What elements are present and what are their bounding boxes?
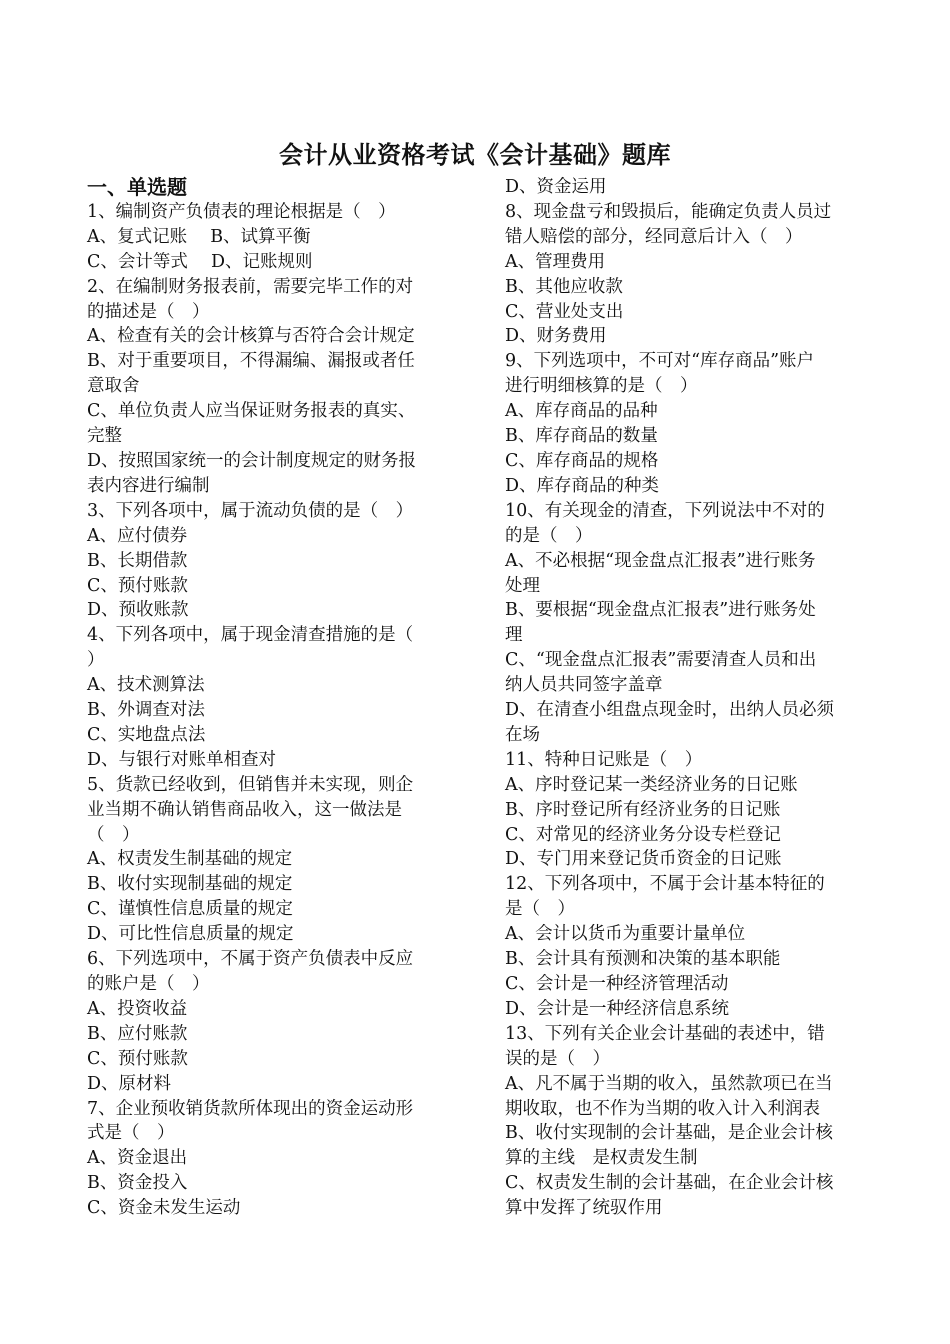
text-line: B、对于重要项目，不得漏编、漏报或者任	[87, 351, 415, 372]
text-line: A、管理费用	[505, 251, 606, 272]
text-line: 理	[505, 625, 523, 646]
text-line: D、资金运用	[505, 177, 607, 197]
text-line: B、收付实现制基础的规定	[87, 874, 293, 895]
text-line: 的描述是（ ）	[87, 301, 210, 322]
text-line: C、对常见的经济业务分设专栏登记	[505, 824, 781, 845]
text-line: C、实地盘点法	[87, 724, 206, 745]
text-line: C、预付账款	[87, 575, 188, 596]
text-line: D、预收账款	[87, 600, 189, 621]
text-line: 算的主线 是权责发生制	[505, 1148, 698, 1169]
text-line: C、资金未发生运动	[87, 1198, 241, 1219]
text-line: 1、编制资产负债表的理论根据是（ ）	[87, 201, 396, 222]
text-line: ）	[87, 650, 105, 671]
text-line: 完整	[87, 426, 122, 447]
text-line: D、与银行对账单相查对	[87, 749, 277, 770]
text-line: 的是（ ）	[505, 525, 593, 546]
text-line: D、按照国家统一的会计制度规定的财务报	[87, 450, 417, 471]
left-question-list	[87, 200, 447, 1221]
left-column	[87, 175, 447, 1221]
text-line: A、应付债券	[87, 525, 188, 546]
text-line: 13、下列有关企业会计基础的表述中，错	[505, 1023, 825, 1044]
text-line: A、库存商品的品种	[505, 401, 658, 422]
text-line: C、“现金盘点汇报表”需要清查人员和出	[505, 650, 817, 671]
text-line: 误的是（ ）	[505, 1048, 610, 1069]
text-line: C、单位负责人应当保证财务报表的真实、	[87, 401, 416, 422]
text-line: 12、下列各项中，不属于会计基本特征的	[505, 874, 825, 895]
text-line: D、原材料	[87, 1073, 172, 1094]
text-line: A、凡不属于当期的收入，虽然款项已在当	[505, 1073, 833, 1094]
text-line: B、资金投入	[87, 1173, 188, 1194]
text-line: 在场	[505, 724, 540, 745]
text-line: A、序时登记某一类经济业务的日记账	[505, 774, 798, 795]
section-heading: 一、单选题	[87, 175, 187, 199]
text-line: 式是（ ）	[87, 1123, 175, 1144]
text-line: 8、现金盘亏和毁损后，能确定负责人员过	[505, 201, 832, 222]
text-line: 3、下列各项中，属于流动负债的是（ ）	[87, 500, 414, 521]
text-line: A、权责发生制基础的规定	[87, 849, 293, 870]
text-line: 是（ ）	[505, 899, 575, 920]
text-line: D、财务费用	[505, 326, 607, 347]
text-line: 7、企业预收销货款所体现出的资金运动形	[87, 1098, 414, 1119]
text-line: D、在清查小组盘点现金时，出纳人员必须	[505, 700, 835, 721]
text-line: C、权责发生制的会计基础，在企业会计核	[505, 1173, 834, 1194]
text-line: B、库存商品的数量	[505, 426, 658, 447]
text-line: B、序时登记所有经济业务的日记账	[505, 799, 781, 820]
text-line: （ ）	[87, 824, 140, 845]
text-line: C、会计是一种经济管理活动	[505, 974, 729, 994]
right-column	[505, 175, 865, 1221]
text-line: C、营业处支出	[505, 301, 624, 322]
text-line: 期收取，也不作为当期的收入计入利润表	[505, 1098, 820, 1119]
text-line: 业当期不确认销售商品收入，这一做法是	[87, 799, 402, 820]
text-line: 错人赔偿的部分，经同意后计入（ ）	[505, 226, 803, 247]
document-title: 会计从业资格考试《会计基础》题库	[279, 140, 671, 169]
text-line: 4、下列各项中，属于现金清查措施的是（	[87, 625, 414, 646]
text-line: B、会计具有预测和决策的基本职能	[505, 949, 781, 970]
text-line: C、谨慎性信息质量的规定	[87, 899, 293, 920]
text-line: D、可比性信息质量的规定	[87, 924, 294, 945]
text-line: A、资金退出	[87, 1148, 188, 1169]
text-line: B、收付实现制的会计基础，是企业会计核	[505, 1123, 833, 1144]
text-line: B、长期借款	[87, 550, 188, 571]
text-line: 处理	[505, 575, 540, 596]
text-line: A、技术测算法	[87, 675, 205, 696]
text-line: D、专门用来登记货币资金的日记账	[505, 849, 782, 870]
text-line: 6、下列选项中，不属于资产负债表中反应	[87, 949, 414, 970]
text-line: C、库存商品的规格	[505, 450, 659, 471]
right-question-list	[505, 175, 865, 1221]
text-line: A、投资收益	[87, 998, 188, 1019]
text-line: A、检查有关的会计核算与否符合会计规定	[87, 326, 415, 347]
text-line: 5、货款已经收到，但销售并未实现，则企	[87, 774, 414, 795]
text-line: 算中发挥了统驭作用	[505, 1198, 663, 1219]
text-line: A、不必根据“现金盘点汇报表”进行账务	[505, 550, 816, 571]
text-line: A、会计以货币为重要计量单位	[505, 924, 746, 945]
text-line: B、应付账款	[87, 1023, 188, 1044]
text-line: 意取舍	[87, 376, 140, 397]
text-line: 纳人员共同签字盖章	[505, 675, 663, 696]
text-line: B、要根据“现金盘点汇报表”进行账务处	[505, 600, 816, 621]
text-line: 11、特种日记账是（ ）	[505, 749, 703, 770]
text-line: 进行明细核算的是（ ）	[505, 376, 698, 397]
text-line: A、复式记账 B、试算平衡	[87, 226, 311, 247]
text-line: B、外调查对法	[87, 700, 205, 721]
text-line: 10、有关现金的清查，下列说法中不对的	[505, 500, 825, 521]
text-line: C、预付账款	[87, 1048, 188, 1069]
text-line: D、库存商品的种类	[505, 475, 660, 496]
text-line: 9、下列选项中，不可对“库存商品”账户	[505, 351, 815, 372]
text-line: 的账户是（ ）	[87, 974, 210, 994]
text-line: D、会计是一种经济信息系统	[505, 998, 730, 1019]
text-line: 2、在编制财务报表前，需要完毕工作的对	[87, 276, 414, 297]
text-line: B、其他应收款	[505, 276, 623, 297]
text-line: C、会计等式 D、记账规则	[87, 251, 313, 272]
text-line: 表内容进行编制	[87, 475, 210, 496]
